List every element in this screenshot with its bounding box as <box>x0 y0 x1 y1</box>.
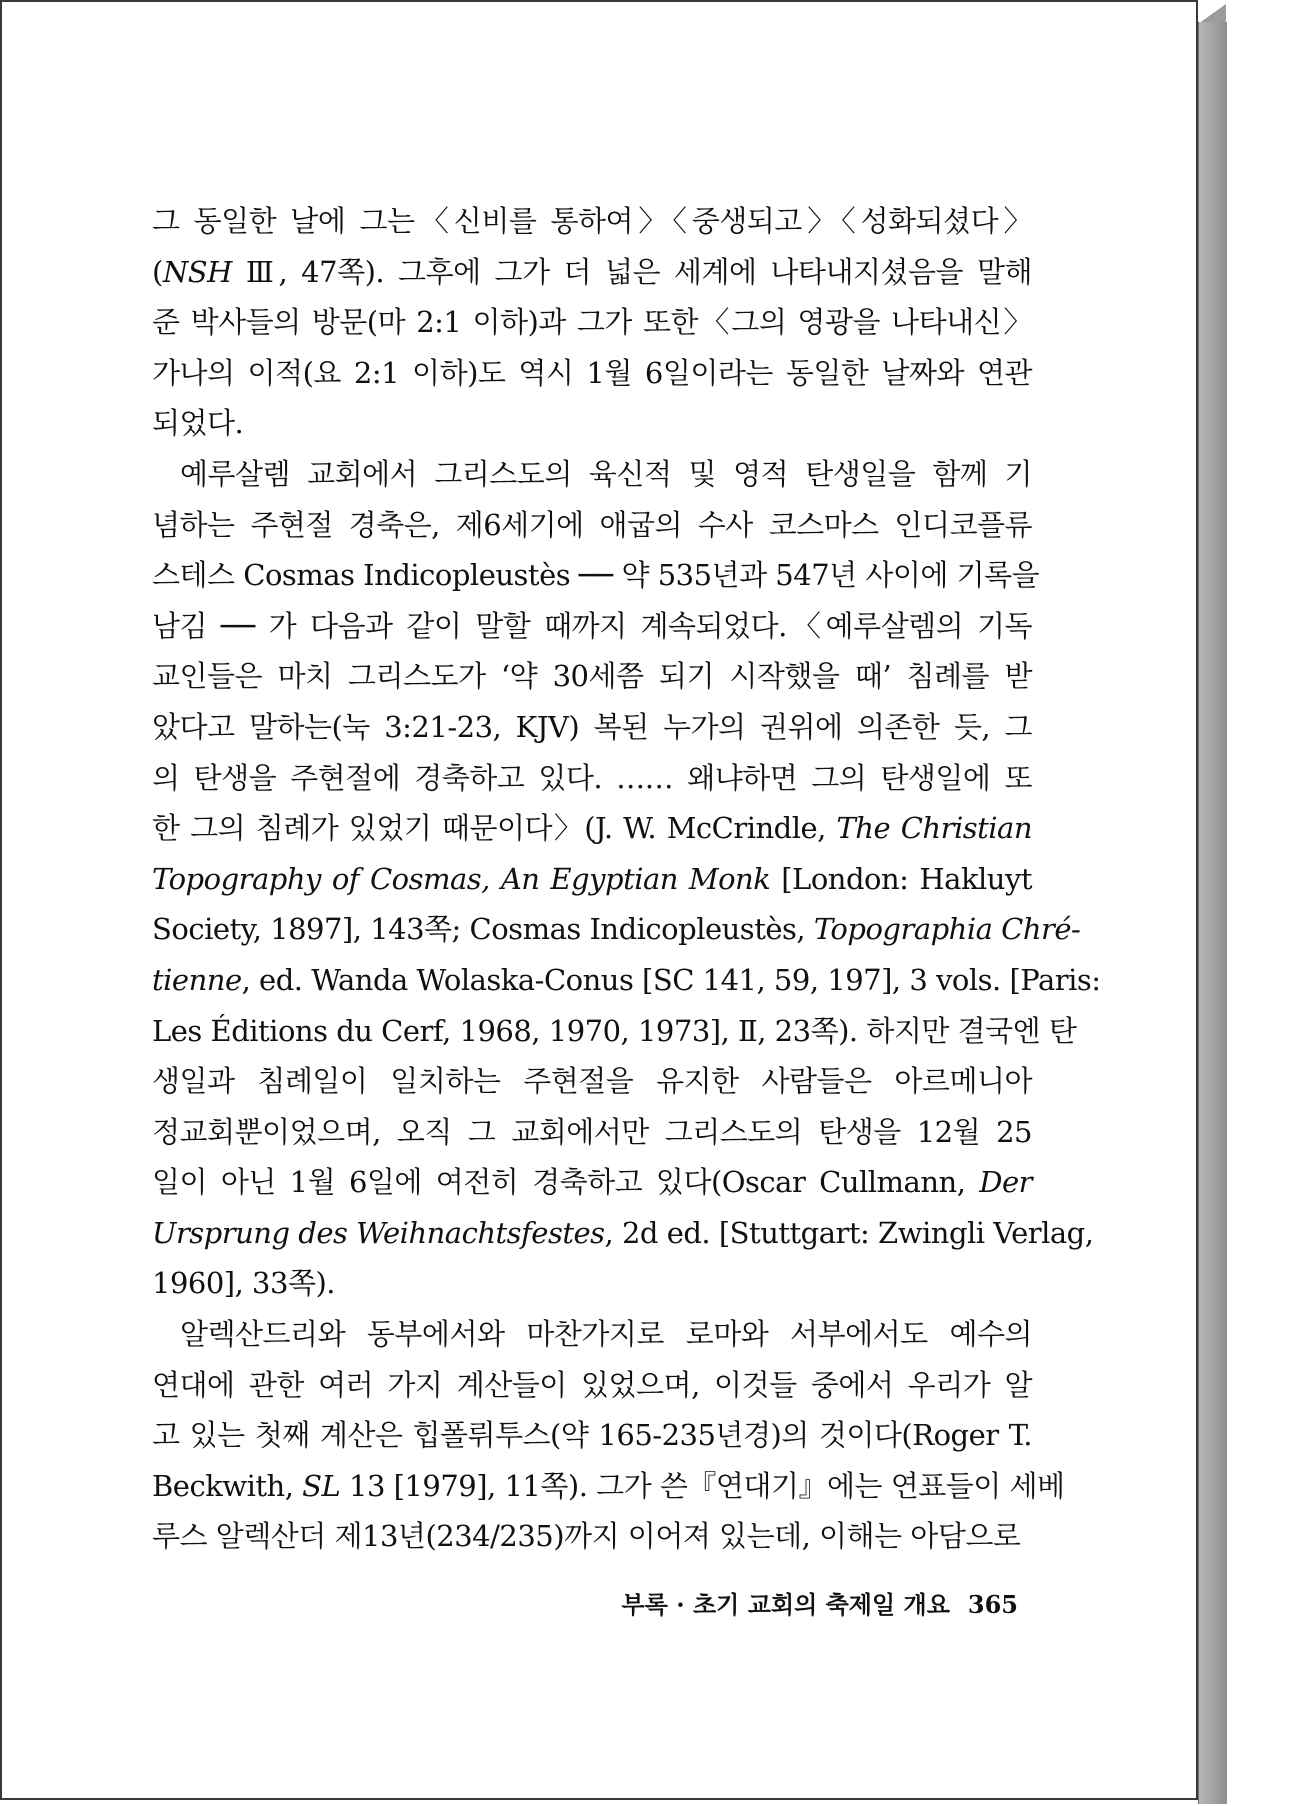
italic-text: NSH <box>162 254 232 289</box>
text-run: 루스 알렉산더 제13년(234/235)까지 이어져 있는데, 이해는 아담으로 <box>152 1519 1021 1554</box>
text-line <box>152 1056 1032 1107</box>
text-run: 생일과 침례일이 일치하는 주현절을 유지한 사람들은 아르메니아 <box>152 1064 1032 1099</box>
text-line <box>152 1360 1032 1411</box>
text-line <box>152 904 1081 955</box>
text-run: , ed. Wanda Wolaska-Conus [SC 141, 59, 197], 3 vols. [Paris: <box>241 962 1101 997</box>
text-run: 1960], 33쪽). <box>152 1266 336 1301</box>
text-run: Beckwith, <box>152 1468 303 1503</box>
text-line <box>152 651 1032 702</box>
running-footer <box>622 1585 1018 1620</box>
text-line <box>152 1107 1032 1158</box>
text-line <box>152 297 1032 348</box>
text-run: Ⅲ, 47쪽). 그후에 그가 더 넓은 세계에 나타내지셨음을 말해 <box>231 254 1032 289</box>
text-line <box>152 702 1032 753</box>
italic-text: Topography of Cosmas, An Egyptian Monk <box>152 861 771 896</box>
text-line <box>152 348 1032 399</box>
paragraph <box>152 1309 1065 1562</box>
text-run: Les Éditions du Cerf, 1968, 1970, 1973], Ⅱ, 23쪽). 하지만 결국엔 탄 <box>152 1013 1077 1048</box>
text-run: 교인들은 마치 그리스도가 ‘약 30세쯤 되기 시작했을 때’ 침례를 받 <box>152 659 1032 694</box>
text-line <box>152 550 1040 601</box>
text-run: 13 [1979], 11쪽). 그가 쓴『연대기』에는 연표들이 세베 <box>340 1468 1065 1503</box>
text-line <box>152 500 1032 551</box>
text-run: 연대에 관한 여러 가지 계산들이 있었으며, 이것들 중에서 우리가 알 <box>152 1367 1032 1402</box>
text-run: [London: Hakluyt <box>770 861 1033 896</box>
text-run: 정교회뿐이었으며, 오직 그 교회에서만 그리스도의 탄생을 12월 25 <box>152 1114 1032 1149</box>
text-run: 의 탄생을 주현절에 경축하고 있다. …… 왜냐하면 그의 탄생일에 또 <box>152 760 1032 795</box>
text-run: 가나의 이적(요 2:1 이하)도 역시 1월 6일이라는 동일한 날짜와 연관 <box>152 355 1032 390</box>
text-run: , 2d ed. [Stuttgart: Zwingli Verlag, <box>604 1215 1094 1250</box>
text-line <box>152 1208 1094 1259</box>
italic-text: Der <box>979 1165 1032 1200</box>
text-run: 스테스 Cosmas Indicopleustès ── 약 535년과 547년 사이에 기록을 <box>152 558 1040 593</box>
running-head: 부록 · 초기 교회의 축제일 개요 <box>621 1590 950 1619</box>
text-line <box>152 449 1032 500</box>
text-line <box>152 854 1032 905</box>
text-line <box>152 1410 1032 1461</box>
text-run: ( <box>152 254 163 289</box>
text-run: 았다고 말하는(눅 3:21-23, KJV) 복된 누가의 권위에 의존한 듯, 그 <box>152 709 1032 744</box>
text-run: 고 있는 첫째 계산은 힙폴뤼투스(약 165-235년경)의 것이다(Roger T. <box>152 1418 1032 1453</box>
text-line <box>152 1258 1032 1309</box>
page-number: 365 <box>967 1590 1018 1619</box>
text-run: 한 그의 침례가 있었기 때문이다〉(J. W. McCrindle, <box>152 811 837 846</box>
body-text <box>152 196 1101 1562</box>
text-line <box>152 803 1032 854</box>
page-edge-corner <box>1198 4 1226 24</box>
text-line <box>152 1006 1077 1057</box>
text-run: Society, 1897], 143쪽; Cosmas Indicopleustès, <box>152 912 814 947</box>
text-line <box>152 1511 1032 1562</box>
text-line <box>152 196 1032 247</box>
text-line <box>152 955 1101 1006</box>
text-line <box>152 1157 1032 1208</box>
paragraph <box>152 196 1032 449</box>
text-run: 예루살렘 교회에서 그리스도의 육신적 및 영적 탄생일을 함께 기 <box>180 456 1032 491</box>
text-run: 념하는 주현절 경축은, 제6세기에 애굽의 수사 코스마스 인디코플류 <box>152 507 1032 542</box>
text-run: 일이 아닌 1월 6일에 여전히 경축하고 있다(Oscar Cullmann, <box>152 1165 980 1200</box>
text-line <box>152 1461 1065 1512</box>
paragraph <box>152 449 1101 1309</box>
text-line <box>152 398 1032 449</box>
text-line <box>152 601 1032 652</box>
text-run: 알렉산드리와 동부에서와 마찬가지로 로마와 서부에서도 예수의 <box>180 1317 1032 1352</box>
text-run: 되었다. <box>152 406 244 441</box>
text-line <box>152 247 1032 298</box>
text-run: 남김 ── 가 다음과 같이 말할 때까지 계속되었다.〈예루살렘의 기독 <box>152 608 1032 643</box>
text-line <box>152 753 1032 804</box>
italic-text: tienne <box>152 962 242 997</box>
book-spine-edge <box>1198 22 1227 1804</box>
text-line <box>152 1309 1032 1360</box>
text-run: 그 동일한 날에 그는〈신비를 통하여〉〈중생되고〉〈성화되셨다〉 <box>152 204 1032 238</box>
italic-text: Ursprung des Weihnachtsfestes <box>152 1215 605 1250</box>
italic-text: The Christian <box>836 811 1032 846</box>
text-run: 준 박사들의 방문(마 2:1 이하)과 그가 또한〈그의 영광을 나타내신〉 <box>152 305 1032 340</box>
italic-text: SL <box>302 1468 341 1503</box>
italic-text: Topographia Chré- <box>813 912 1081 947</box>
